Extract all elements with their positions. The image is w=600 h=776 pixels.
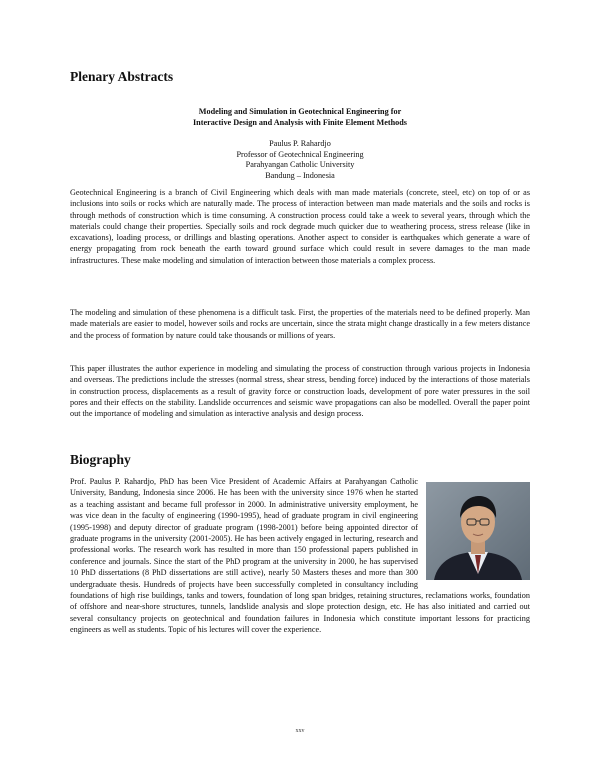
paper-title — [70, 106, 530, 128]
author-name: Paulus P. Rahardjo — [269, 139, 331, 148]
author-position: Professor of Geotechnical Engineering — [236, 149, 364, 159]
paper-title-line-1: Modeling and Simulation in Geotechnical Engineering for — [198, 107, 402, 116]
author-block — [70, 139, 530, 181]
section-heading-plenary-abstracts: Plenary Abstracts — [70, 69, 174, 84]
abstract-paragraph-2: The modeling and simulation of these phenomena is a difficult task. First, the properties of the materials need to be defined properly. Man made materials are easier to model, however soils and rocks are uncertain, since the strata might change drastically in a few meters distance and the process of formation by nature could take thousands or millions of years. — [70, 308, 530, 340]
biography-block — [70, 476, 530, 636]
abstract-paragraph-1: Geotechnical Engineering is a branch of Civil Engineering which deals with man made materials (concrete, steel, etc) on top of or as inclusions into soils or rocks which are naturally made. The process of interaction between man made materials and the soils and rocks is through methods of construction which is time consuming. A construction process could take a week to several years, through which the materials could change their properties. Specially soils and rock degrade much quicker due to weathering process, stress release (like in excavations), loading process, or drillings and blasting operations. Another aspect to consider is earthquakes which generate a ware of energy propagating from rock beneath the earth toward ground surface which could result in severe damages to the man made infrastructures. These make modeling and simulation of interaction between those materials a complex process. — [70, 188, 530, 265]
author-affiliation: Parahyangan Catholic University — [245, 160, 355, 169]
author-portrait-photo — [426, 482, 530, 580]
abstract-paragraph-3: This paper illustrates the author experience in modeling and simulating the process of construction through various projects in Indonesia and overseas. The predictions include the stresses (normal stress, shear stress, bending force) induced by the interactions of those materials in construction process, displacements as a result of gravity force or construction loads, development of pore water pressures in the soil pores and their effects on the stability. Landslide occurrences and seismic wave propagations can also be modelled. Overall the paper point out the importance of modeling and simulation as interactive analysis and design process. — [70, 364, 530, 419]
paper-title-line-2: Interactive Design and Analysis with Finite Element Methods — [192, 118, 407, 127]
page-number: xxv — [295, 728, 305, 734]
portrait-image — [426, 482, 530, 580]
author-location: Bandung – Indonesia — [265, 170, 335, 180]
section-heading-biography: Biography — [70, 452, 131, 467]
biography-text: Prof. Paulus P. Rahardjo, PhD has been Vice President of Academic Affairs at Parahyangan Catholic University, Bandung, Indonesia since 2006. He has been with the university since 1976 when he started as a teaching assistant and became full professor in 2000. In administrative university employment, he was vice dean in the faculty of engineering (1990-1995), head of graduate program in civil engineering (1995-1998) and deputy director of graduate program (1998-2001) before being appointed director of graduate programs in the university (2001-2005). He has been actively engaged in lecturing, research and professional works. The research work has resulted in more than 150 professional papers published in conference and journals. Since the start of the PhD program at the university in 2000, he has supervised 10 PhD dissertations (8 PhD dissertations are still active), nearly 50 Masters theses and more than 300 undergraduate thesis. Hundreds of projects have been successfully completed in consultancy including foundations of high rise buildings, tanks and towers, foundation of long span bridges, retaining structures, reclamations works, foundation of offshore and near-shore structures, tunnels, landslide analysis and slope protection design, etc. He has also initiated and carried out several consultancy projects on geotechnical and foundation failures in Indonesia which constitute important lessons for practicing engineers as well as students. Topic of his lectures will cover the experience. — [70, 477, 530, 635]
